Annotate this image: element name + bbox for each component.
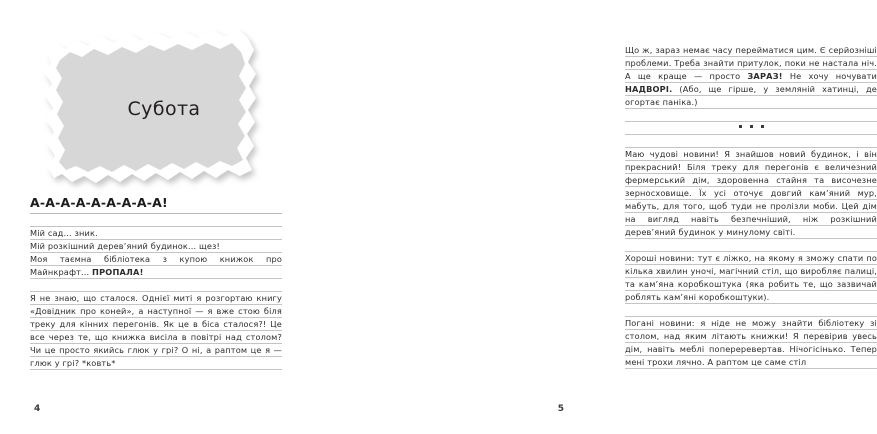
dot-icon (761, 125, 764, 128)
left-page (0, 0, 300, 434)
paragraph: Хороші новини: тут є ліжко, на якому я зможу спати по кілька хвилин уночі, магічний стіл, що виробляє палиці, та кам’яна коробкоштука (яка робить те, що зазвичай роблять кам’яні коробкоштуки). (625, 253, 877, 302)
right-text-column (625, 44, 877, 369)
paragraph: Маю чудові новини! Я знайшов новий будинок, і він прекрасний! Біля треку для перегонів є величезний фермерський дім, здоровенна стайня та височезне зерносховище. Їх усі оточує довгий кам’яний мур, мабуть, для того, щоб туди не пролізли моби. Цей дім на вигляд навіть безпечніший, ніж розкішний дерев’яний будинок у минулому світі. (625, 149, 877, 237)
page-number-right: 5 (557, 404, 564, 414)
torn-paper-note (42, 26, 262, 184)
note-title: Субота (127, 98, 201, 120)
paragraph: Погані новини: я ніде не можу знайти бібліотеку зі столом, над яким літають книжки! Я перевірив увесь дім, навіть меблі попереревертав. Нічогісінько. Тепер мені трохи лячно. А раптом це саме стіл (625, 318, 877, 367)
paragraph: Моя таємна бібліотека з купою книжок про Майнкрафт... ПРОПАЛА! (30, 253, 282, 277)
rule-gap (30, 214, 282, 227)
rule-gap (625, 135, 877, 148)
paragraph: Я не знаю, що сталося. Однієї миті я розгортаю книгу «Довідник про коней», а наступної — я вже стою біля треку для кінних перегонів. Як це в біса сталося?! Це все через те, що книжка висіла в повітрі над столом? Чи це просто якийсь глюк у грі? О ні, а раптом це я — глюк у грі? *ковть* (30, 292, 282, 368)
paragraph: Мій розкішний дерев’яний будинок... щез! (30, 240, 282, 253)
page-number-left: 4 (34, 404, 41, 414)
dot-icon (739, 125, 742, 128)
dot-icon (750, 125, 753, 128)
rule-gap (625, 109, 877, 122)
section-separator-dots (625, 122, 877, 135)
paragraph: Мій сад... зник. (30, 227, 282, 240)
rule-gap (625, 304, 877, 317)
rule-gap (625, 239, 877, 252)
right-page (300, 0, 877, 434)
left-text-column (30, 196, 282, 370)
page-heading-scream: А-А-А-А-А-А-А-А-А! (30, 196, 282, 214)
rule-gap (30, 279, 282, 292)
paragraph: Що ж, зараз немає часу перейматися цим. Є серйозніші проблеми. Треба знайти притулок, поки не настала ніч. А ще краще — просто ЗАРАЗ! Не хочу ночувати НАДВОРІ. (Або, ще гірше, у земляній хатинці, де огортає паніка.) (625, 45, 877, 107)
